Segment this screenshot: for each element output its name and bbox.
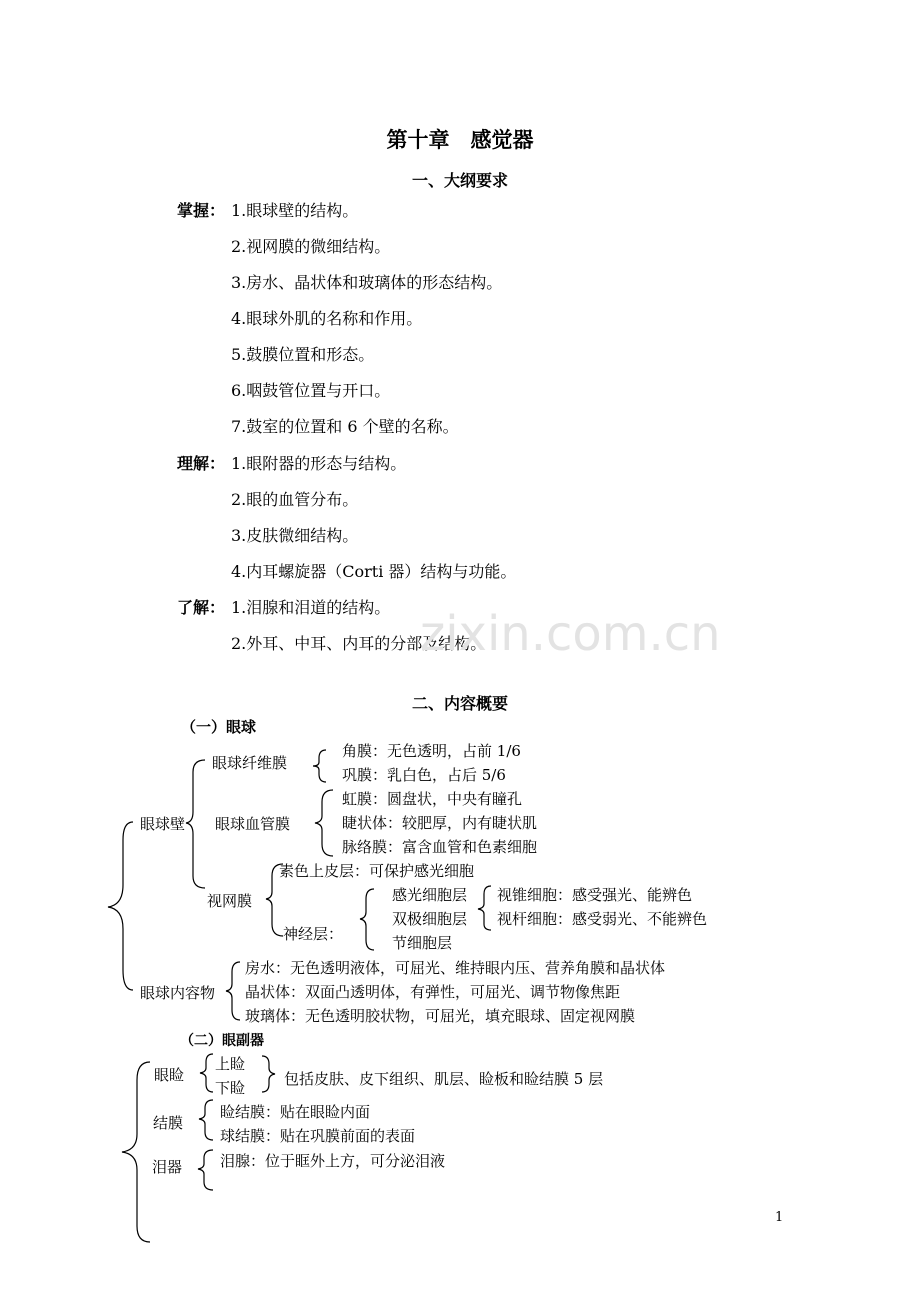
photoreceptor-item: 视锥细胞：感受强光、能辨色 — [497, 886, 693, 904]
retina-label: 视网膜 — [207, 892, 253, 910]
watermark: zixin.com.cn — [420, 606, 721, 662]
eyelid-item: 下睑 — [215, 1079, 246, 1097]
page-number: 1 — [775, 1210, 784, 1225]
fibrous-label: 眼球纤维膜 — [212, 754, 288, 772]
master-item: 5.鼓膜位置和形态。 — [231, 345, 375, 364]
conjunctiva-label: 结膜 — [153, 1114, 184, 1132]
pigment-layer: 素色上皮层：可保护感光细胞 — [279, 862, 475, 880]
eyeball-wall-label: 眼球壁 — [140, 815, 186, 833]
photoreceptor-item: 视杆细胞：感受弱光、不能辨色 — [497, 910, 708, 928]
eyelid-label: 眼睑 — [154, 1066, 185, 1084]
page-title: 第十章 感觉器 — [386, 128, 534, 152]
know-item: 2.外耳、中耳、内耳的分部及结构。 — [231, 634, 487, 653]
understand-item: 1.眼附器的形态与结构。 — [231, 454, 407, 473]
master-item: 4.眼球外肌的名称和作用。 — [231, 309, 423, 328]
vascular-item: 虹膜：圆盘状，中央有瞳孔 — [342, 790, 523, 808]
master-item: 6.咽鼓管位置与开口。 — [231, 381, 391, 400]
conjunctiva-item: 睑结膜：贴在眼睑内面 — [220, 1103, 371, 1121]
vascular-label: 眼球血管膜 — [215, 815, 291, 833]
understand-item: 4.内耳螺旋器（Corti 器）结构与功能。 — [231, 562, 517, 581]
contents-item: 玻璃体：无色透明胶状物，可屈光，填充眼球、固定视网膜 — [245, 1007, 636, 1025]
conjunctiva-item: 球结膜：贴在巩膜前面的表面 — [220, 1127, 416, 1145]
neural-layer-label: 神经层： — [283, 925, 344, 943]
know-item: 1.泪腺和泪道的结构。 — [231, 598, 391, 617]
lacrimal-label: 泪器 — [152, 1158, 183, 1176]
eyeball-heading: （一）眼球 — [181, 718, 257, 736]
fibrous-item: 角膜：无色透明，占前 1/6 — [342, 742, 521, 760]
eyelid-item: 上睑 — [215, 1055, 246, 1073]
contents-item: 晶状体：双面凸透明体，有弹性，可屈光、调节物像焦距 — [245, 983, 621, 1001]
lacrimal-item: 泪腺：位于眶外上方，可分泌泪液 — [220, 1152, 446, 1170]
master-item: 7.鼓室的位置和 6 个壁的名称。 — [231, 417, 459, 436]
vascular-item: 脉络膜：富含血管和色素细胞 — [342, 838, 538, 856]
understand-item: 2.眼的血管分布。 — [231, 490, 359, 509]
section2-heading: 二、内容概要 — [411, 694, 508, 713]
understand-label: 理解： — [177, 454, 226, 473]
neural-item: 节细胞层 — [392, 934, 453, 952]
contents-item: 房水：无色透明液体，可屈光、维持眼内压、营养角膜和晶状体 — [245, 959, 666, 977]
section1-heading: 一、大纲要求 — [411, 171, 508, 190]
contents-label: 眼球内容物 — [140, 984, 216, 1002]
master-item: 2.视网膜的微细结构。 — [231, 237, 391, 256]
master-item: 3.房水、晶状体和玻璃体的形态结构。 — [231, 273, 503, 292]
neural-item: 感光细胞层 — [392, 886, 468, 904]
know-label: 了解： — [177, 598, 226, 617]
vascular-item: 睫状体：较肥厚，内有睫状肌 — [342, 814, 538, 832]
eyelid-desc: 包括皮肤、皮下组织、肌层、睑板和睑结膜 5 层 — [284, 1070, 604, 1088]
fibrous-item: 巩膜：乳白色，占后 5/6 — [342, 766, 506, 784]
master-item: 1.眼球壁的结构。 — [231, 201, 359, 220]
master-label: 掌握： — [177, 201, 226, 220]
understand-item: 3.皮肤微细结构。 — [231, 526, 359, 545]
accessory-heading: （二）眼副器 — [180, 1033, 264, 1049]
neural-item: 双极细胞层 — [392, 910, 468, 928]
